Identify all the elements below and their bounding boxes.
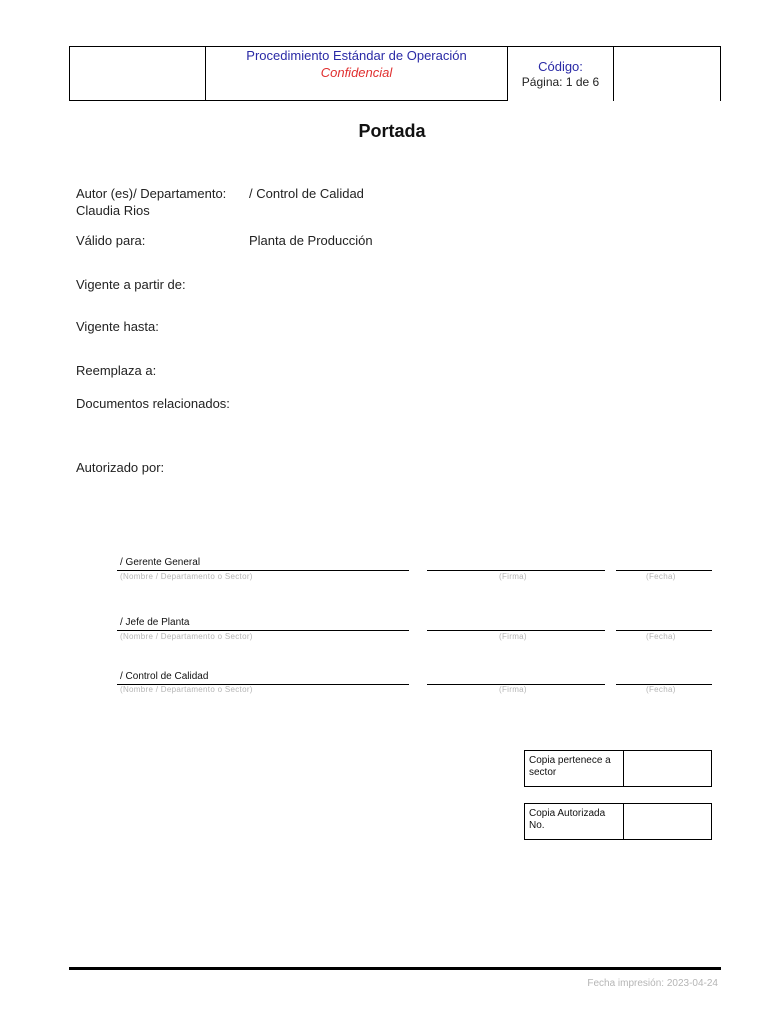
author-label: Autor (es)/ Departamento: [76, 186, 227, 201]
replaces-label: Reemplaza a: [76, 363, 157, 378]
date-hint-1: (Fecha) [646, 572, 676, 581]
header-confidential: Confidencial [320, 65, 393, 80]
date-hint-2: (Fecha) [646, 632, 676, 641]
authorized-by-label: Autorizado por: [76, 460, 165, 475]
copy-authorized-label-cell [525, 804, 624, 839]
signature-name-2: / Jefe de Planta [120, 617, 190, 628]
copy-authorized-label: Copia Autorizada No. [529, 808, 606, 831]
copy-sector-box [524, 750, 712, 787]
valid-value: Planta de Producción [249, 233, 373, 248]
author-value: / Control de Calidad [249, 186, 364, 201]
copy-sector-label-cell [525, 751, 624, 786]
header-page-number: Página: 1 de 6 [521, 75, 600, 89]
name-hint-2: (Nombre / Departamento o Sector) [120, 632, 253, 641]
date-hint-3: (Fecha) [646, 685, 676, 694]
related-docs-label: Documentos relacionados: [76, 396, 230, 411]
valid-from-label: Vigente a partir de: [76, 277, 186, 292]
name-hint-3: (Nombre / Departamento o Sector) [120, 685, 253, 694]
document-header [69, 46, 721, 101]
signature-name-1: / Gerente General [120, 557, 201, 568]
sign-hint-1: (Firma) [499, 572, 527, 581]
header-code-label: Código: [538, 59, 583, 74]
header-divider-code [613, 46, 614, 101]
date-line-1 [616, 570, 712, 571]
header-bottom-border [69, 100, 508, 101]
sign-line-1 [427, 570, 605, 571]
date-line-2 [616, 630, 712, 631]
copy-authorized-box [524, 803, 712, 840]
valid-label: Válido para: [76, 233, 146, 248]
header-title: Procedimiento Estándar de Operación [246, 48, 467, 63]
valid-until-label: Vigente hasta: [76, 319, 159, 334]
copy-sector-label: Copia pertenece a sector [529, 755, 611, 778]
footer-rule [69, 967, 721, 970]
name-line-1 [117, 570, 409, 571]
name-hint-1: (Nombre / Departamento o Sector) [120, 572, 253, 581]
header-divider-left [69, 46, 70, 101]
page-title: Portada [358, 121, 426, 141]
header-top-border [69, 46, 721, 47]
name-line-2 [117, 630, 409, 631]
header-divider-right [720, 46, 721, 101]
signature-name-3: / Control de Calidad [120, 671, 209, 682]
sign-hint-3: (Firma) [499, 685, 527, 694]
sign-hint-2: (Firma) [499, 632, 527, 641]
author-name: Claudia Rios [76, 203, 150, 218]
print-date: Fecha impresión: 2023-04-24 [587, 978, 718, 989]
sign-line-2 [427, 630, 605, 631]
